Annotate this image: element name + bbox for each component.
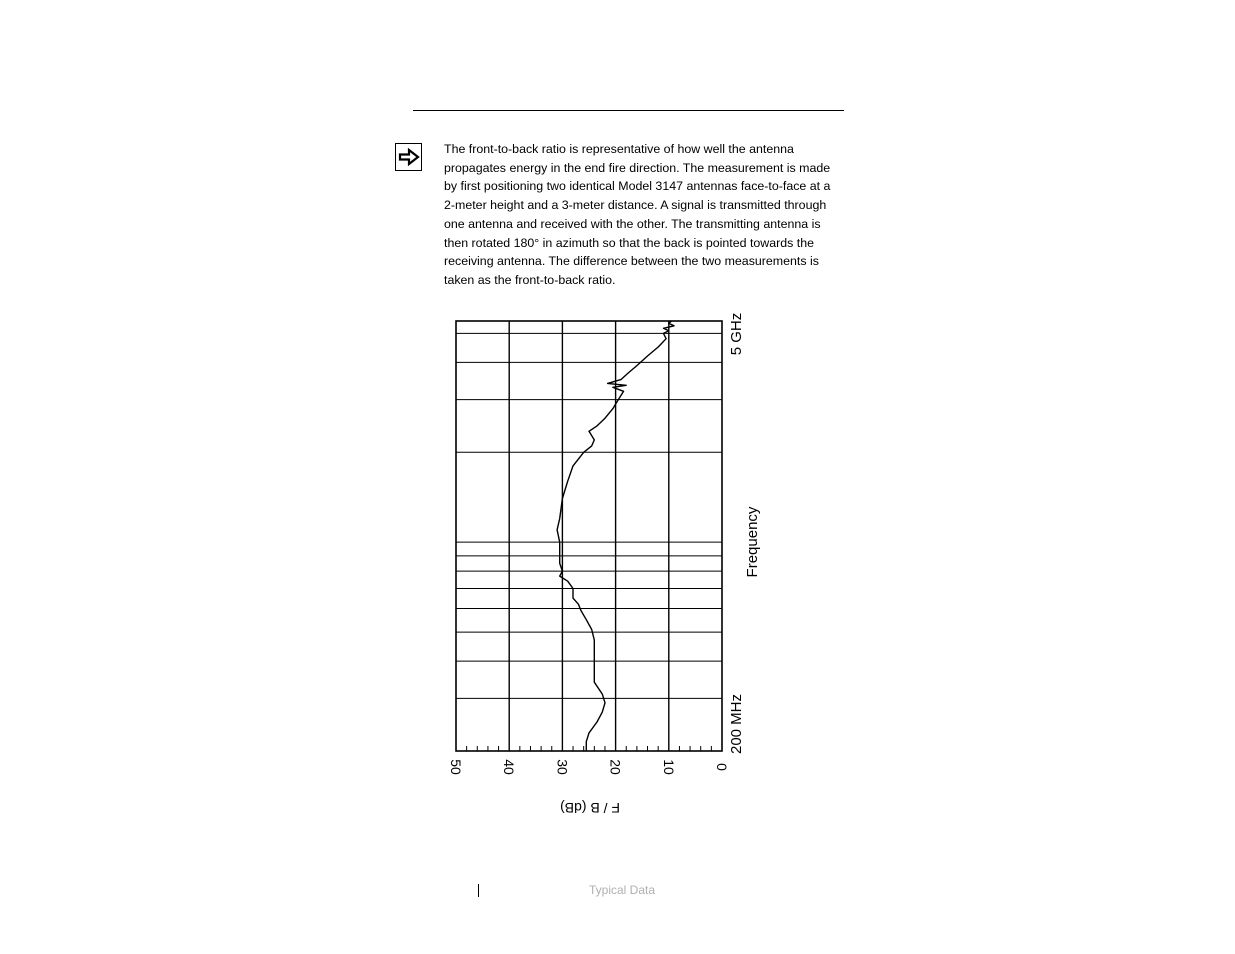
y-tick-labels (448, 759, 730, 775)
y-tick-label: 10 (660, 759, 677, 775)
y-axis-label: F / B (dB) (560, 800, 620, 816)
footer-rule (478, 884, 479, 897)
y-tick-label: 30 (554, 759, 571, 775)
note-paragraph: The front-to-back ratio is representative of how well the antenna propagates energy in the end fire direction. The measurement is made by first positioning two identical Model 3147 antennas face-to-face at a 2-meter height and a 3-meter distance. A signal is transmitted through one antenna and received with the other. The transmitting antenna is then rotated 180° in azimuth so that the back is pointed towards the receiving antenna. The difference between the two measurements is taken as the front-to-back ratio. (444, 142, 831, 287)
x-start-label: 200 MHz (728, 693, 745, 755)
y-tick-label: 40 (501, 759, 518, 775)
top-rule (413, 110, 844, 111)
y-tick-label: 50 (448, 759, 464, 775)
plot-frame (456, 321, 722, 751)
note-arrow-box (395, 143, 422, 171)
footer-title: Typical Data (589, 883, 656, 897)
arrow-right-icon (398, 148, 420, 166)
front-to-back-ratio-chart (440, 305, 770, 825)
x-axis-label: Frequency (744, 506, 761, 578)
chart-grid (456, 321, 722, 751)
y-tick-label: 20 (607, 759, 624, 775)
x-end-label: 5 GHz (728, 312, 745, 356)
y-tick-label: 0 (714, 763, 730, 771)
